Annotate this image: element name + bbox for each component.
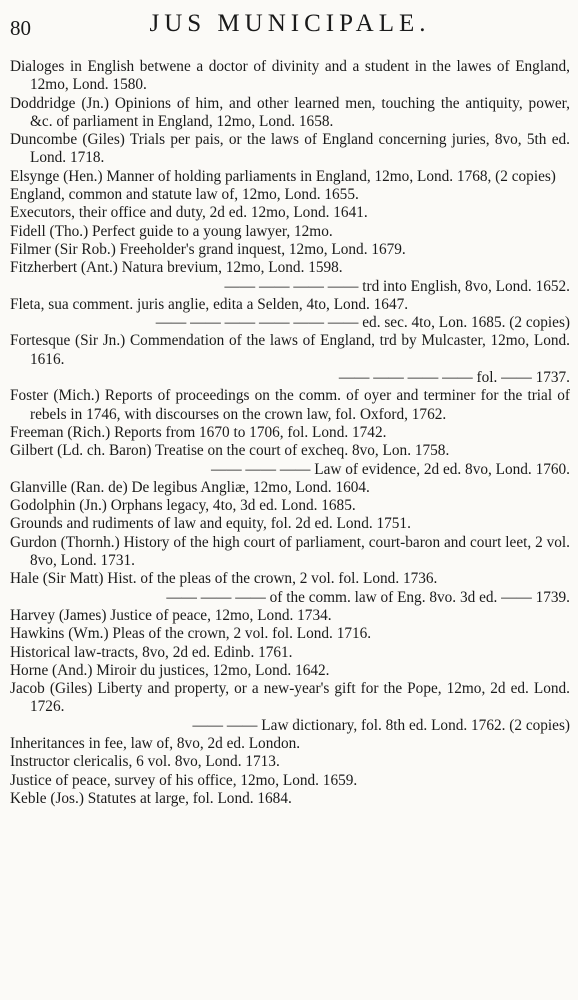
list-item: —— —— —— —— trd into English, 8vo, Lond. 1652. — [224, 277, 570, 295]
list-item: —— —— —— Law of evidence, 2d ed. 8vo, Lond. 1760. — [211, 460, 570, 478]
list-item: Glanville (Ran. de) De legibus Angliæ, 12mo, Lond. 1604. — [10, 478, 370, 496]
list-item: Executors, their office and duty, 2d ed. 12mo, Lond. 1641. — [10, 204, 368, 222]
list-item: Gurdon (Thornh.) History of the high court of parliament, court-baron and court leet, 2 vol. 8vo, Lond. 1731. — [10, 533, 570, 570]
entry-list — [10, 58, 570, 808]
list-item: Justice of peace, survey of his office, 12mo, Lond. 1659. — [10, 771, 358, 789]
list-item: Jacob (Giles) Liberty and property, or a new-year's gift for the Pope, 12mo, 2d ed. Lond. 1726. — [10, 680, 570, 716]
list-item: Inheritances in fee, law of, 8vo, 2d ed. London. — [10, 734, 301, 752]
list-item: Freeman (Rich.) Reports from 1670 to 1706, fol. Lond. 1742. — [10, 423, 387, 441]
list-item: —— —— —— of the comm. law of Eng. 8vo. 3d ed. —— 1739. — [166, 588, 570, 606]
list-item: Keble (Jos.) Statutes at large, fol. Lond. 1684. — [10, 789, 292, 807]
list-item: —— —— —— —— —— —— ed. sec. 4to, Lon. 1685. (2 copies) — [155, 314, 570, 332]
list-item: Fitzherbert (Ant.) Natura brevium, 12mo, Lond. 1598. — [10, 259, 343, 277]
list-item: Hawkins (Wm.) Pleas of the crown, 2 vol. fol. Lond. 1716. — [10, 625, 372, 643]
list-item: Filmer (Sir Rob.) Freeholder's grand inquest, 12mo, Lond. 1679. — [10, 240, 406, 258]
list-item: Instructor clericalis, 6 vol. 8vo, Lond. 1713. — [10, 753, 280, 771]
list-item: Fleta, sua comment. juris anglie, edita a Selden, 4to, Lond. 1647. — [10, 295, 409, 313]
page-title: JUS MUNICIPALE. — [149, 10, 431, 37]
list-item: Hale (Sir Matt) Hist. of the pleas of the crown, 2 vol. fol. Lond. 1736. — [10, 570, 438, 588]
list-item: Horne (And.) Miroir du justices, 12mo, Lond. 1642. — [10, 661, 330, 679]
list-item: —— —— —— —— fol. —— 1737. — [338, 369, 570, 387]
list-item: England, common and statute law of, 12mo, Lond. 1655. — [10, 186, 359, 204]
list-item: Duncombe (Giles) Trials per pais, or the laws of England concerning juries, 8vo, 5th ed. Lond. 1718. — [10, 131, 570, 167]
list-item: Grounds and rudiments of law and equity, fol. 2d ed. Lond. 1751. — [10, 515, 411, 533]
page-number: 80 — [10, 16, 31, 40]
list-item: Godolphin (Jn.) Orphans legacy, 4to, 3d ed. Lond. 1685. — [10, 497, 356, 515]
list-item: Doddridge (Jn.) Opinions of him, and other learned men, touching the antiquity, power, &c. of parliament in England, 12mo, Lond. 1658. — [10, 94, 570, 130]
list-item: Harvey (James) Justice of peace, 12mo, Lond. 1734. — [10, 606, 332, 624]
list-item: Elsynge (Hen.) Manner of holding parliaments in England, 12mo, Lond. 1768, (2 copies) — [10, 167, 556, 185]
list-item: Fidell (Tho.) Perfect guide to a young lawyer, 12mo. — [10, 222, 333, 240]
list-item: Dialoges in English betwene a doctor of divinity and a student in the lawes of England, 12mo, Lond. 1580. — [10, 58, 570, 94]
list-item: Historical law-tracts, 8vo, 2d ed. Edinb. 1761. — [10, 643, 293, 661]
page-header — [10, 4, 570, 44]
list-item: Gilbert (Ld. ch. Baron) Treatise on the court of excheq. 8vo, Lon. 1758. — [10, 442, 450, 460]
list-item: —— —— Law dictionary, fol. 8th ed. Lond. 1762. (2 copies) — [192, 716, 570, 734]
list-item: Fortesque (Sir Jn.) Commendation of the laws of England, trd by Mulcaster, 12mo, Lond. 1616. — [10, 332, 570, 368]
list-item: Foster (Mich.) Reports of proceedings on the comm. of oyer and terminer for the trial of rebels in 1746, with discourses on the crown law, fol. Oxford, 1762. — [10, 387, 570, 423]
